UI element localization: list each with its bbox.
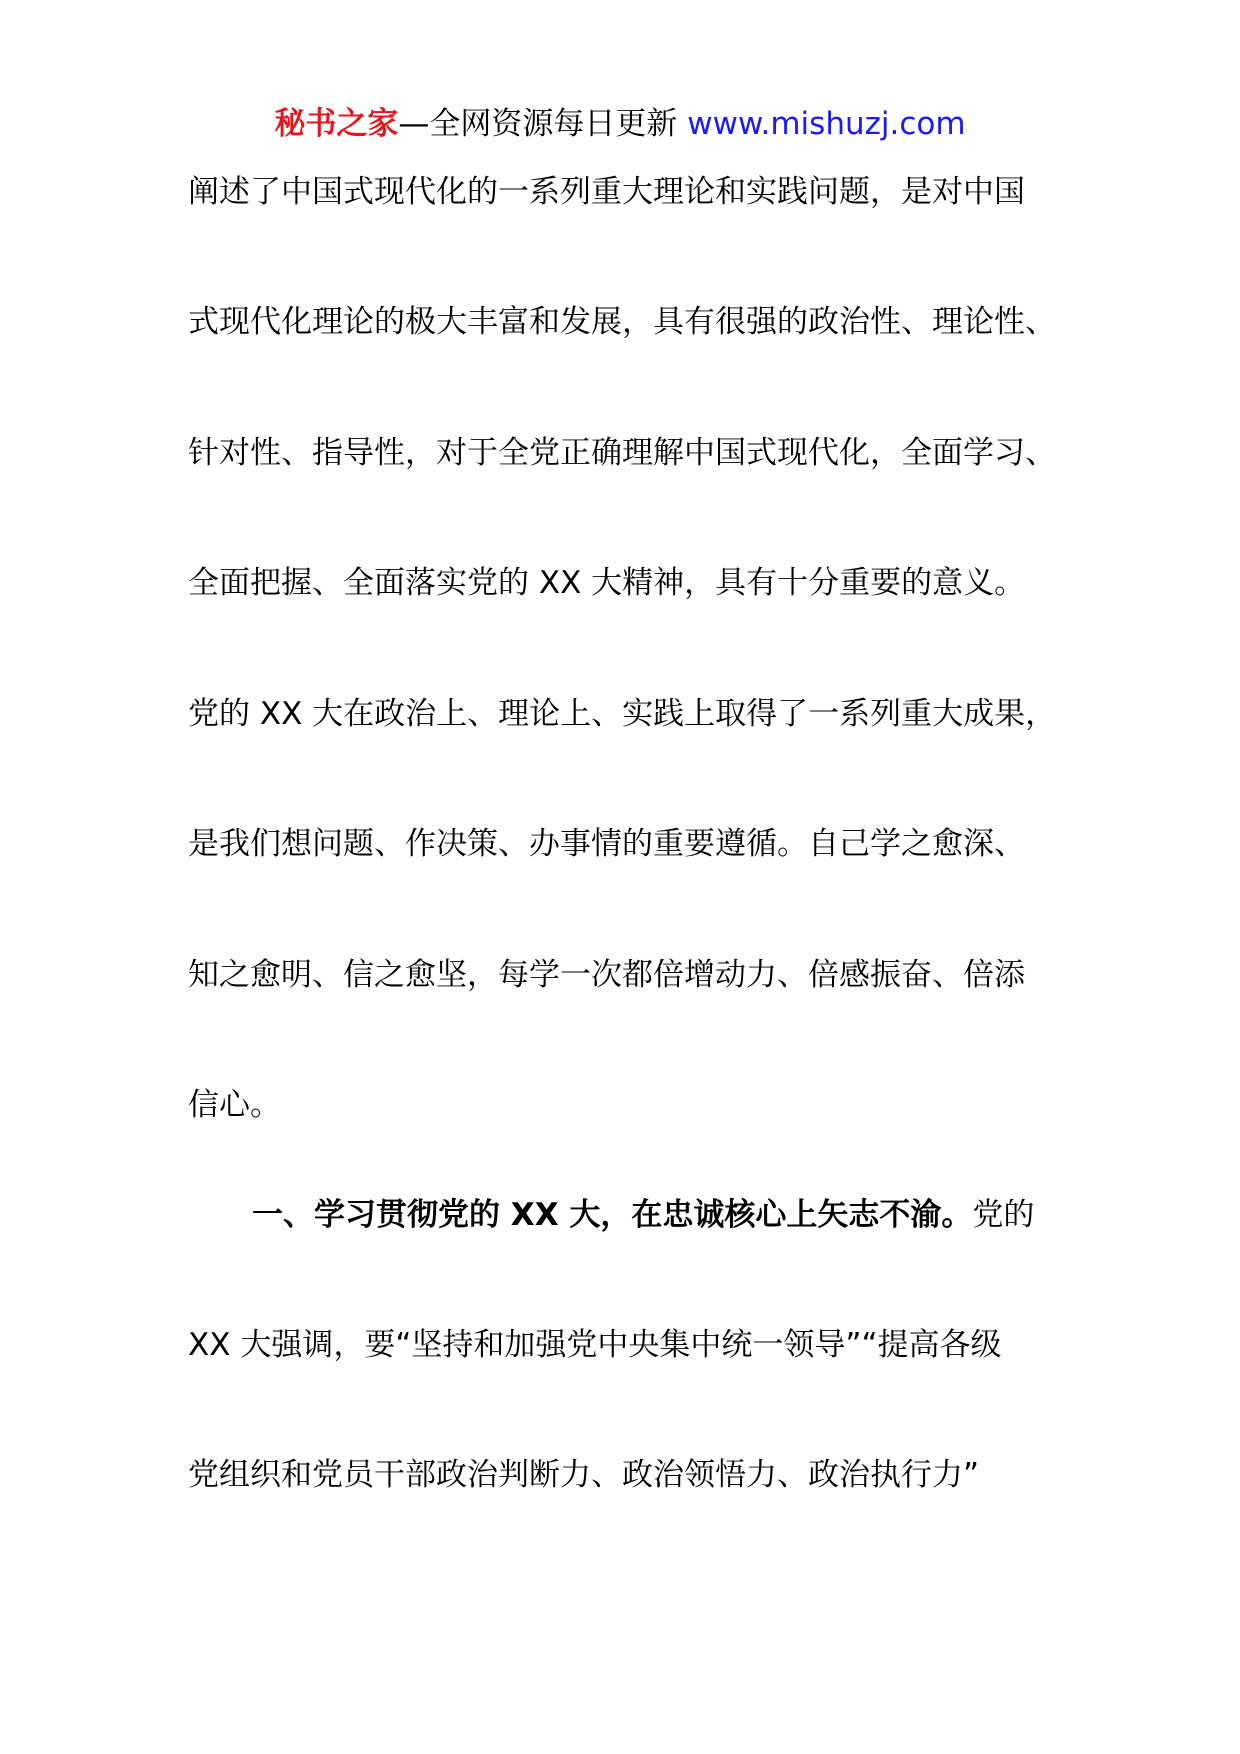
body-line-1: 阐述了中国式现代化的一系列重大理论和实践问题，是对中国 <box>188 174 1025 210</box>
body-line-8: 信心。 <box>188 1087 281 1123</box>
site-url-link[interactable]: www.mishuzj.com <box>687 106 966 142</box>
body-line-7: 知之愈明、信之愈坚，每学一次都倍增动力、倍感振奋、倍添 <box>188 957 1025 993</box>
site-brand: 秘书之家 <box>274 106 399 142</box>
body-line-3: 针对性、指导性，对于全党正确理解中国式现代化，全面学习、 <box>188 435 1056 471</box>
site-header <box>0 102 1240 146</box>
body-line-4: 全面把握、全面落实党的 XX 大精神，具有十分重要的意义。 <box>188 565 1026 601</box>
body-line-5: 党的 XX 大在政治上、理论上、实践上取得了一系列重大成果， <box>188 696 1057 732</box>
body-line-6: 是我们想问题、作决策、办事情的重要遵循。自己学之愈深、 <box>188 826 1025 862</box>
section-heading-tail: 党的 <box>972 1197 1035 1233</box>
body-line-11: 党组织和党员干部政治判断力、政治领悟力、政治执行力” <box>188 1457 980 1493</box>
body-line-10: XX 大强调，要“坚持和加强党中央集中统一领导”“提高各级 <box>188 1327 1002 1363</box>
section-heading-line <box>252 1193 1034 1237</box>
section-heading: 一、学习贯彻党的 XX 大，在忠诚核心上矢志不渝。 <box>252 1197 973 1233</box>
site-tagline: —全网资源每日更新 <box>398 106 678 142</box>
body-line-2: 式现代化理论的极大丰富和发展，具有很强的政治性、理论性、 <box>188 304 1056 340</box>
